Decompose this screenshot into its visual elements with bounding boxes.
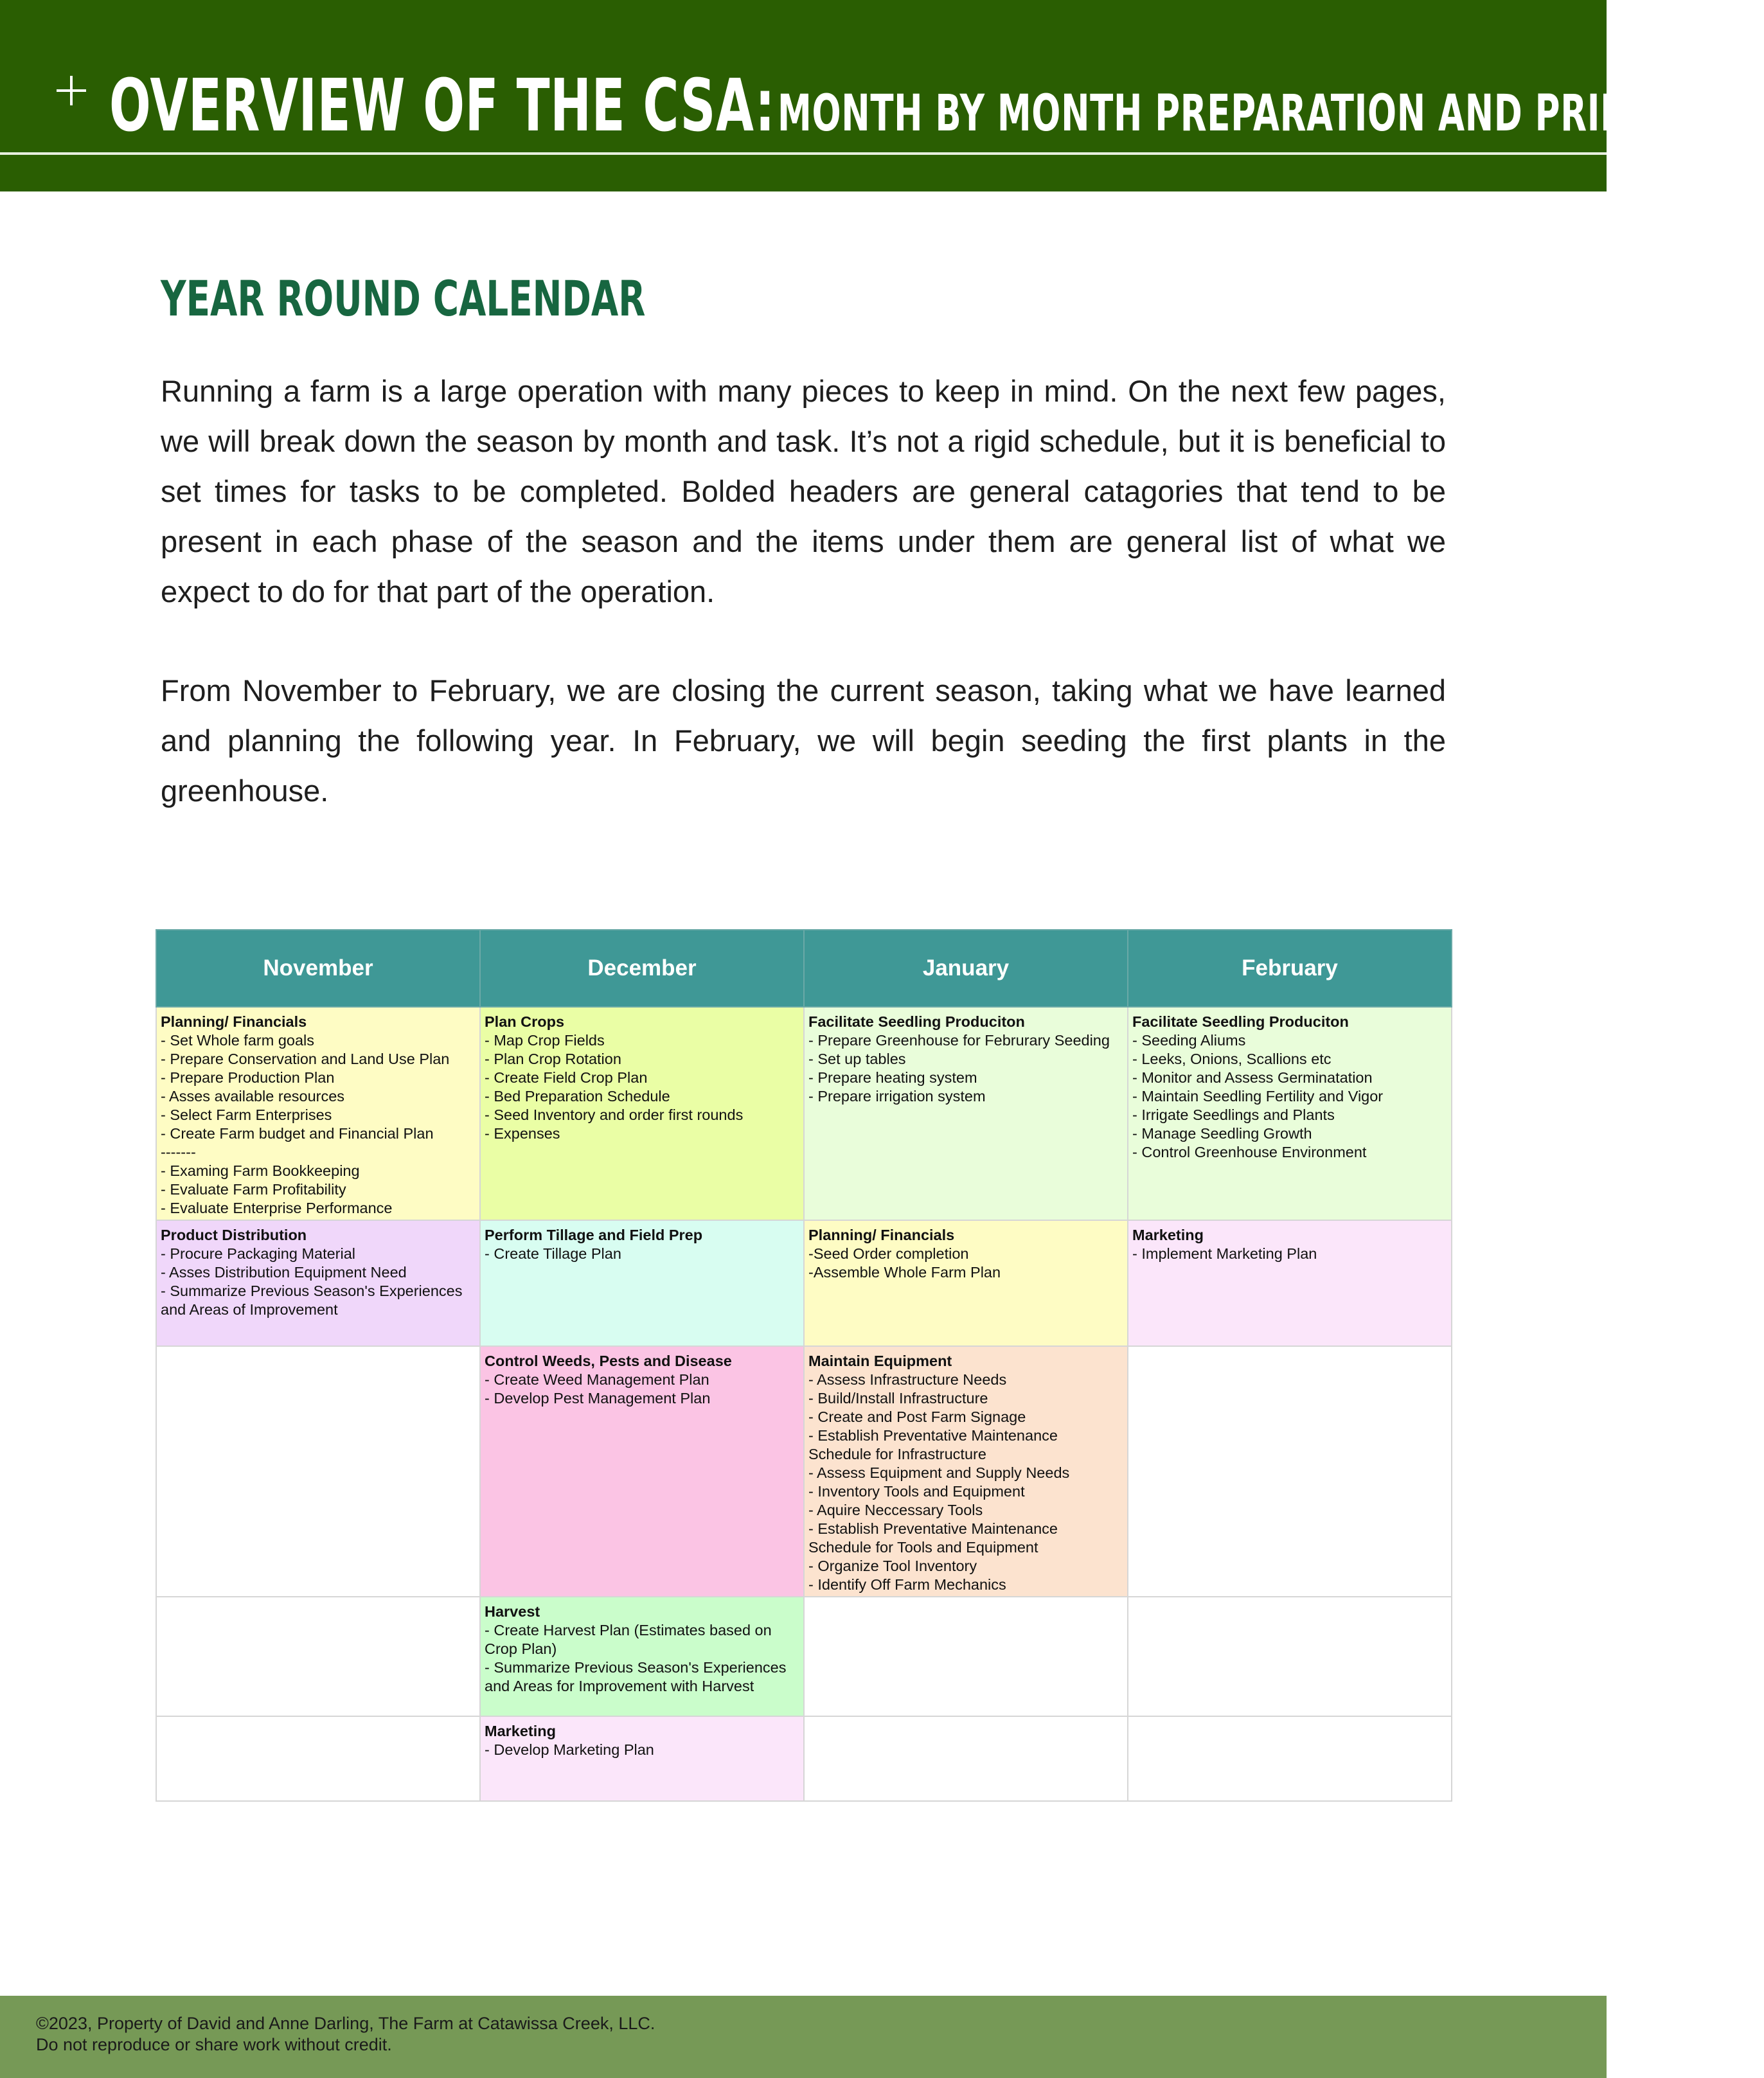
calendar-cell [480, 1716, 804, 1801]
cell-task-item: - Maintain Seedling Fertility and Vigor [1132, 1088, 1384, 1105]
header-divider [0, 152, 1607, 155]
cell-category-title: Plan Crops [485, 1013, 565, 1030]
cell-task-item: - Create Farm budget and Financial Plan [161, 1125, 434, 1142]
cell-task-item: - Monitor and Assess Germinatation [1132, 1069, 1373, 1086]
cell-category-title: Marketing [485, 1723, 556, 1739]
page-title-sub: MONTH BY MONTH PREPARATION AND PRINCIPLES [778, 85, 1764, 143]
calendar-cell [156, 1220, 480, 1346]
cell-task-item: -Assemble Whole Farm Plan [808, 1264, 1001, 1281]
cell-task-item: - Examing Farm Bookkeeping [161, 1162, 360, 1179]
cell-task-item: - Develop Pest Management Plan [485, 1390, 711, 1407]
cell-task-item: - Plan Crop Rotation [485, 1051, 621, 1067]
cell-task-item: - Create Weed Management Plan [485, 1371, 709, 1388]
cell-task-item: - Asses Distribution Equipment Need [161, 1264, 407, 1281]
calendar-cell [804, 1716, 1128, 1801]
cell-category-title: Facilitate Seedling Produciton [808, 1013, 1025, 1030]
cell-category-title: Facilitate Seedling Produciton [1132, 1013, 1349, 1030]
cell-task-item: - Assess Equipment and Supply Needs [808, 1464, 1070, 1481]
page-title-main: OVERVIEW OF THE CSA: [109, 64, 776, 148]
month-header: November [156, 930, 480, 1007]
cell-task-item: - Prepare irrigation system [808, 1088, 986, 1105]
cell-category-title: Maintain Equipment [808, 1353, 952, 1369]
footer-notice: Do not reproduce or share work without credit. [36, 2035, 392, 2054]
calendar-cell [804, 1597, 1128, 1716]
cell-task-item: - Aquire Neccessary Tools [808, 1502, 983, 1518]
calendar-cell [1128, 1716, 1452, 1801]
calendar-cell [804, 1007, 1128, 1220]
calendar-cell [1128, 1346, 1452, 1597]
cell-task-item: - Bed Preparation Schedule [485, 1088, 670, 1105]
calendar-cell [804, 1220, 1128, 1346]
calendar-cell [156, 1597, 480, 1716]
cell-task-item: - Control Greenhouse Environment [1132, 1144, 1367, 1160]
calendar-cell [1128, 1007, 1452, 1220]
cell-task-item: - Set Whole farm goals [161, 1032, 315, 1049]
cell-category-title: Control Weeds, Pests and Disease [485, 1353, 732, 1369]
footer-copyright: ©2023, Property of David and Anne Darling, The Farm at Catawissa Creek, LLC. [36, 2014, 655, 2033]
calendar-cell [156, 1716, 480, 1801]
cell-task-item: - Establish Preventative Maintenance Schedule for Infrastructure [808, 1427, 1062, 1462]
section-title: YEAR ROUND CALENDAR [161, 270, 646, 327]
calendar-cell [804, 1346, 1128, 1597]
cell-task-item: - Create Harvest Plan (Estimates based on Crop Plan) [485, 1622, 776, 1657]
cell-task-item: - Create Tillage Plan [485, 1245, 621, 1262]
cell-task-item: - Inventory Tools and Equipment [808, 1483, 1025, 1500]
cell-category-title: Planning/ Financials [161, 1013, 307, 1030]
cell-task-item: - Implement Marketing Plan [1132, 1245, 1317, 1262]
cell-category-title: Marketing [1132, 1227, 1204, 1243]
cell-task-item: - Organize Tool Inventory [808, 1558, 977, 1574]
calendar-cell [1128, 1220, 1452, 1346]
calendar-cell [1128, 1597, 1452, 1716]
cell-task-item: - Evaluate Enterprise Performance [161, 1200, 393, 1216]
cell-task-item: - Assess Infrastructure Needs [808, 1371, 1007, 1388]
calendar-cell [480, 1220, 804, 1346]
month-header: January [804, 930, 1128, 1007]
cell-task-item: - Establish Preventative Maintenance Schedule for Tools and Equipment [808, 1520, 1062, 1556]
cell-task-item: - Develop Marketing Plan [485, 1741, 654, 1758]
calendar-cell [480, 1346, 804, 1597]
cell-task-item: - Asses available resources [161, 1088, 345, 1105]
month-header: February [1128, 930, 1452, 1007]
cell-task-item: - Irrigate Seedlings and Plants [1132, 1106, 1335, 1123]
cell-task-item: - Create Field Crop Plan [485, 1069, 648, 1086]
cell-task-item: - Expenses [485, 1125, 560, 1142]
season-paragraph: From November to February, we are closing the current season, taking what we have learned and planning the following year. In February, we will begin seeding the first plants in the greenhouse. [161, 673, 1446, 808]
page-title [109, 64, 1764, 148]
cell-task-item: - Prepare Greenhouse for Februrary Seeding [808, 1032, 1110, 1049]
calendar-row [156, 1220, 1452, 1346]
cell-task-item: - Identify Off Farm Mechanics [808, 1576, 1006, 1593]
cell-category-title: Harvest [485, 1603, 540, 1620]
calendar-header-row [156, 930, 1452, 1007]
cell-task-item: - Seeding Aliums [1132, 1032, 1246, 1049]
cell-category-title: Planning/ Financials [808, 1227, 955, 1243]
calendar-cell [480, 1007, 804, 1220]
cell-task-item: - Select Farm Enterprises [161, 1106, 332, 1123]
cell-task-item: - Build/Install Infrastructure [808, 1390, 988, 1407]
cell-task-item: - Leeks, Onions, Scallions etc [1132, 1051, 1332, 1067]
cell-task-item: - Prepare Conservation and Land Use Plan [161, 1051, 450, 1067]
calendar-cell [156, 1346, 480, 1597]
cell-task-item: -Seed Order completion [808, 1245, 969, 1262]
cell-task-item: - Summarize Previous Season's Experiences and Areas of Improvement [161, 1283, 467, 1318]
calendar-row [156, 1716, 1452, 1801]
calendar-row [156, 1346, 1452, 1597]
calendar-cell [480, 1597, 804, 1716]
cell-task-item: - Procure Packaging Material [161, 1245, 356, 1262]
calendar-cell [156, 1007, 480, 1220]
cell-task-item: - Map Crop Fields [485, 1032, 605, 1049]
cell-task-item: - Create and Post Farm Signage [808, 1408, 1026, 1425]
cell-task-item: ------- [161, 1144, 196, 1160]
cell-task-item: - Evaluate Farm Profitability [161, 1181, 346, 1198]
cell-category-title: Perform Tillage and Field Prep [485, 1227, 703, 1243]
cell-task-item: - Prepare Production Plan [161, 1069, 335, 1086]
year-round-calendar-table [156, 929, 1452, 1802]
cell-task-item: - Summarize Previous Season's Experiences and Areas for Improvement with Harvest [485, 1659, 790, 1694]
cell-task-item: - Prepare heating system [808, 1069, 977, 1086]
cell-category-title: Product Distribution [161, 1227, 307, 1243]
month-header: December [480, 930, 804, 1007]
cell-task-item: - Manage Seedling Growth [1132, 1125, 1312, 1142]
calendar-row [156, 1007, 1452, 1220]
plus-icon [57, 76, 86, 105]
cell-task-item: - Set up tables [808, 1051, 906, 1067]
cell-task-item: - Seed Inventory and order first rounds [485, 1106, 744, 1123]
calendar-row [156, 1597, 1452, 1716]
intro-paragraph: Running a farm is a large operation with many pieces to keep in mind. On the next few pages, we will break down the season by month and task. It’s not a rigid schedule, but it is beneficial to set times for tasks to be completed. Bolded headers are general catagories that tend to be present in each phase of the season and the items under them are general list of what we expect to do for that part of the operation. [161, 374, 1446, 608]
